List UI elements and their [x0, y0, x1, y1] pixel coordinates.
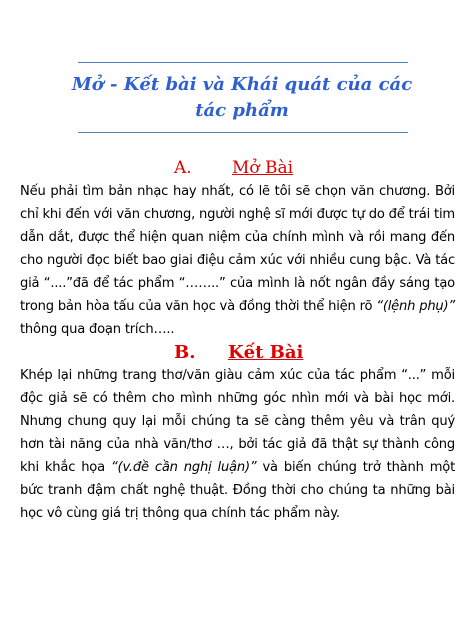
section-b-letter: B. [174, 342, 196, 363]
section-b-text-1: Khép lại những trang thơ/văn giàu cảm xúc của tác phẩm “...” mỗi độc giả sẽ có thêm cho mình những góc nhìn mới và bài học mới. Nhưng chung quy lại mỗi chúng ta sẽ càng thêm yêu và trân quý hơn tài năng của nhà văn/thơ …, bởi tác giả đã thật sự thành công khi khắc họa [20, 368, 455, 475]
section-b-italic: “(v.đề cần nghị luận)” [110, 460, 257, 475]
title-rule-bottom [78, 132, 408, 133]
section-a-letter: A. [174, 158, 192, 178]
section-a-text-1: Nếu phải tìm bản nhạc hay nhất, có lẽ tôi sẽ chọn văn chương. Bởi chỉ khi đến với văn chương, người nghệ sĩ mới được tự do để trái tim dẫn dắt, được thể hiện quan niệm của chính mình và rồi mang đến cho người đọc biết bao giai điệu cảm xúc với nhiều cung bậc. Và tác giả “....”đã để tác phẩm “……..” của mình là nốt ngân đầy sáng tạo trong bản hòa tấu của văn học và đồng thời thể hiện rõ [20, 184, 455, 314]
document-title: Mở - Kết bài và Khái quát của các tác phẩm [71, 74, 413, 121]
section-b-label: Kết Bài [228, 342, 304, 363]
section-a-italic: “(lệnh phụ)” [376, 299, 456, 314]
section-b-text-2: và biến chúng trở thành một bức tranh đậm chất nghệ thuật. Đồng thời cho chúng ta những bài học vô cùng giá trị thông qua chính tác phẩm này. [20, 460, 456, 521]
section-a-paragraph [20, 180, 455, 341]
section-a-text-2: thông qua đoạn trích….. [20, 322, 175, 337]
section-a-label: Mở Bài [232, 158, 294, 178]
title-rule-top [78, 62, 408, 63]
section-b-paragraph [20, 364, 455, 525]
